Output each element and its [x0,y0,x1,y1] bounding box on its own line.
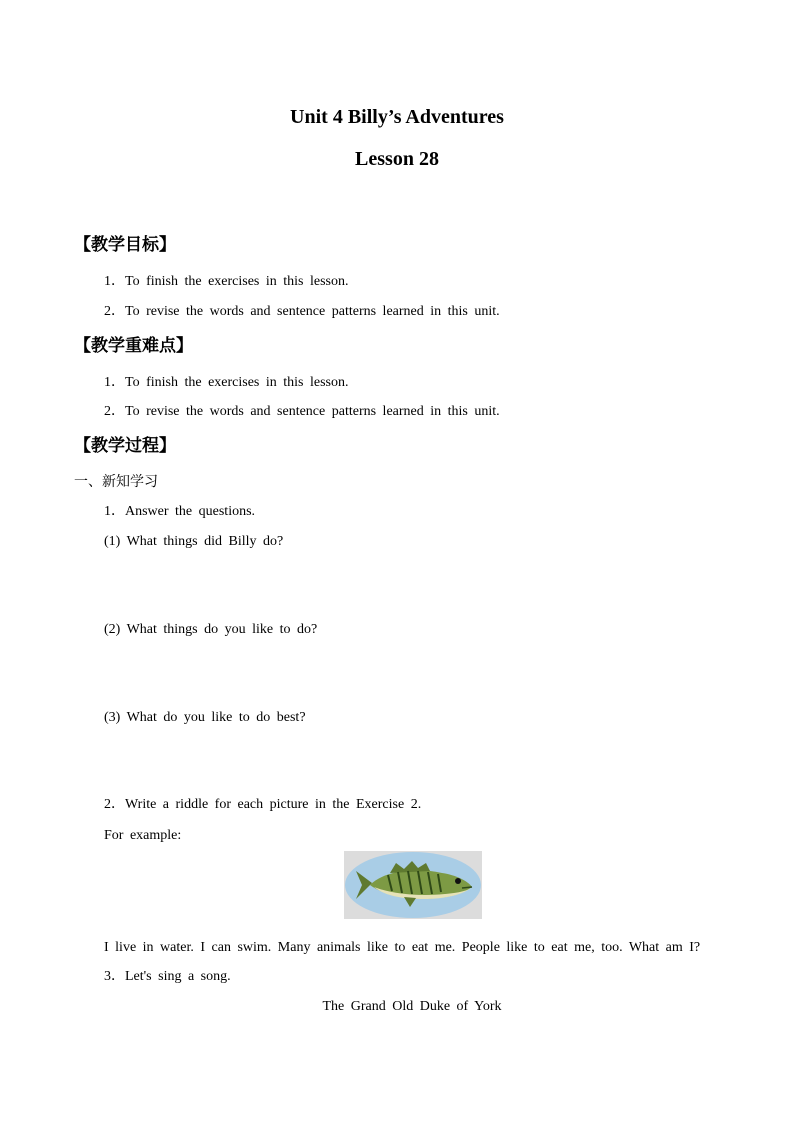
question-3: (3) What do you like to do best? [104,710,306,725]
question-2: (2) What things do you like to do? [104,622,318,637]
riddle-example: I live in water. I can swim. Many animals like to eat me. People like to eat me, too. What am I? [104,940,701,955]
task-3-label: 3．Let's sing a song. [104,969,231,984]
part-label-new-learning: 一、新知学习 [74,474,158,490]
task-1-label: 1．Answer the questions. [104,504,256,519]
key-point-item-1: 1．To finish the exercises in this lesson. [104,375,349,390]
section-heading-process: 【教学过程】 [74,436,176,456]
section-heading-objectives: 【教学目标】 [74,235,176,255]
key-point-item-2: 2．To revise the words and sentence patterns learned in this unit. [104,404,500,419]
fish-picture [344,851,482,919]
objective-item-2: 2．To revise the words and sentence patterns learned in this unit. [104,304,500,319]
section-heading-key-points: 【教学重难点】 [74,336,193,356]
song-title: The Grand Old Duke of York [322,999,502,1014]
example-label: For example: [104,828,182,843]
lesson-subtitle: Lesson 28 [355,148,439,170]
question-1: (1) What things did Billy do? [104,534,284,549]
task-2-label: 2．Write a riddle for each picture in the Exercise 2. [104,797,422,812]
document-title: Unit 4 Billy’s Adventures [290,106,504,128]
fish-icon [344,851,482,919]
objective-item-1: 1．To finish the exercises in this lesson. [104,274,349,289]
